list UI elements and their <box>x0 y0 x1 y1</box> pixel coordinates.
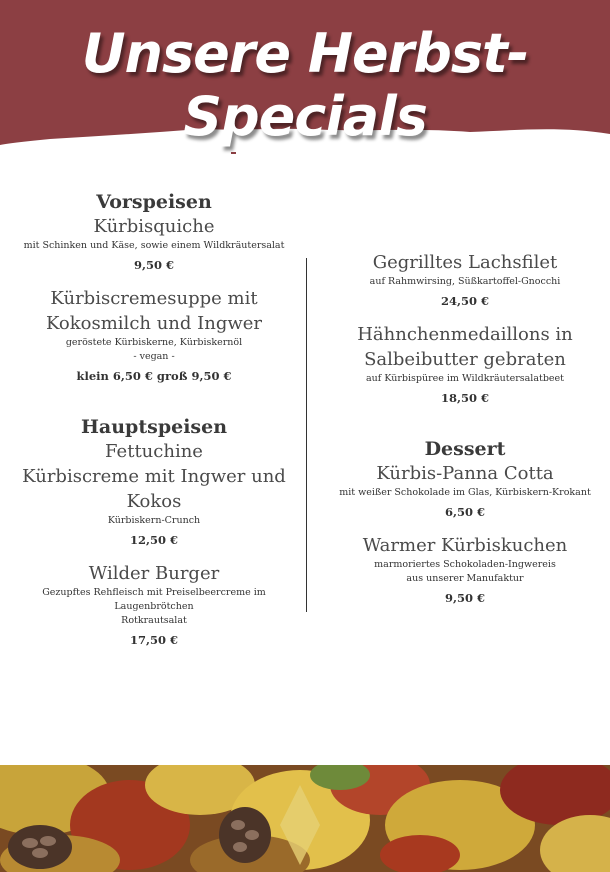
column-divider <box>306 258 307 612</box>
right-column <box>322 250 608 607</box>
dish-description: mit weißer Schokolade im Glas, Kürbiskern-Krokant <box>339 487 591 498</box>
pinecone-icon <box>219 807 271 863</box>
dish-description: geröstete Kürbiskerne, Kürbiskernöl <box>65 337 243 348</box>
dish-name: Kürbiscreme mit Ingwer und <box>22 466 286 487</box>
left-column <box>6 190 302 649</box>
dish-description: auf Rahmwirsing, Süßkartoffel-Gnocchi <box>369 276 561 287</box>
dish-description: mit Schinken und Käse, sowie einem Wildkräutersalat <box>23 240 285 251</box>
dish-name: Wilder Burger <box>88 563 220 584</box>
pinecone-icon <box>8 825 72 869</box>
dish-description: Kürbiskern-Crunch <box>107 515 201 526</box>
dish-description: aus unserer Manufaktur <box>406 573 524 584</box>
dish-name: Kokos <box>126 491 182 512</box>
dish-name: Fettuchine <box>105 441 203 462</box>
dish-price: 18,50 € <box>440 391 490 405</box>
page-title: Unsere Herbst-Specials <box>81 22 529 148</box>
dish-description: marmoriertes Schokoladen-Ingwereis <box>374 559 556 570</box>
dish-name: Kürbiscremesuppe mit <box>50 288 258 309</box>
section-title-starters: Vorspeisen <box>96 191 212 213</box>
dish-name: Kürbisquiche <box>93 216 215 237</box>
section-title-mains: Hauptspeisen <box>80 416 228 438</box>
section-title-dessert: Dessert <box>424 438 506 460</box>
dish-name: Kokosmilch und Ingwer <box>45 313 263 334</box>
dish-name: Gegrilltes Lachsfilet <box>372 252 558 273</box>
dish-price: 12,50 € <box>129 533 179 547</box>
dish-description: Gezupftes Rehfleisch mit Preiselbeercreme im <box>42 587 266 598</box>
dish-description: Laugenbrötchen <box>114 601 194 612</box>
dish-price: 9,50 € <box>133 258 174 272</box>
dish-price: 6,50 € <box>444 505 485 519</box>
dish-price: klein 6,50 € groß 9,50 € <box>76 369 232 383</box>
dish-price: 24,50 € <box>440 294 490 308</box>
header-banner <box>0 0 610 160</box>
autumn-leaves-image <box>0 765 610 872</box>
dish-name: Kürbis-Panna Cotta <box>376 463 554 484</box>
dish-name: Warmer Kürbiskuchen <box>362 535 568 556</box>
dish-description: - vegan - <box>133 351 175 362</box>
dish-name: Hähnchenmedaillons in <box>357 324 573 345</box>
dish-description: Rotkrautsalat <box>121 615 187 626</box>
dish-name: Salbeibutter gebraten <box>364 349 566 370</box>
dish-price: 17,50 € <box>129 633 179 647</box>
dish-description: auf Kürbispüree im Wildkräutersalatbeet <box>366 373 564 384</box>
dish-price: 9,50 € <box>444 591 485 605</box>
